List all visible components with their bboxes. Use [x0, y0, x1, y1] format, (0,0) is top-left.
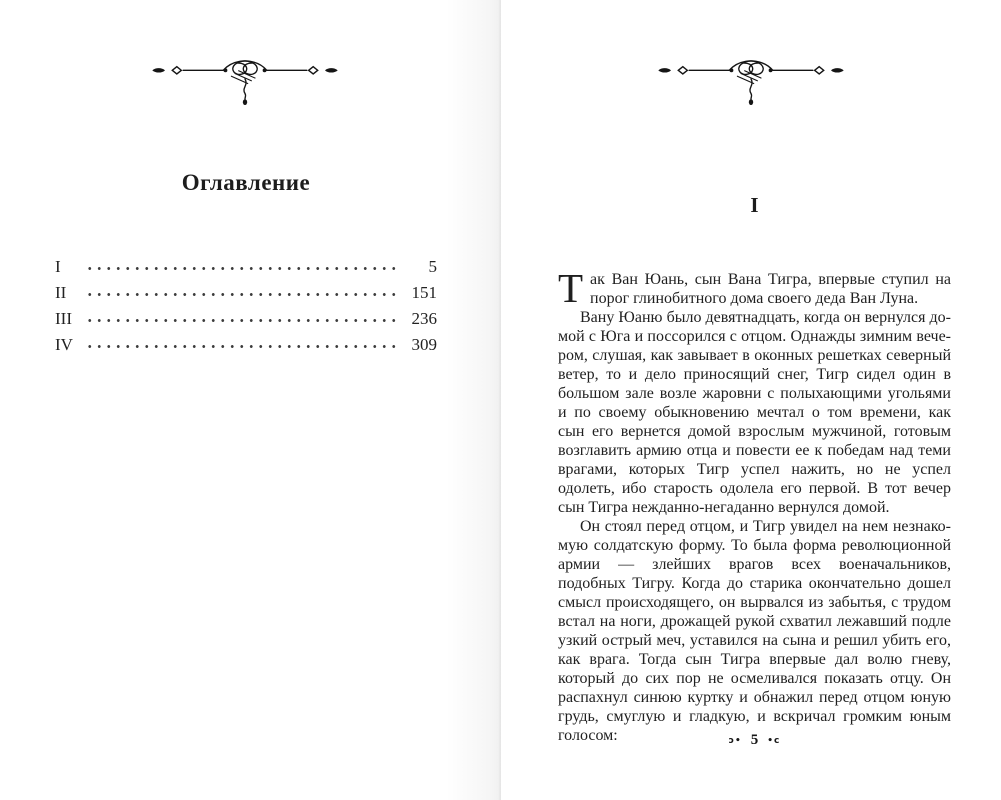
toc-entry-label: III	[55, 309, 72, 328]
drop-cap: Т	[558, 265, 584, 311]
page-right	[501, 0, 1001, 800]
toc-entry-label: IV	[55, 335, 73, 354]
toc-entry-label: II	[55, 283, 67, 302]
paragraph-2: Вану Юаню было девятнадцать, когда он вернулся домой с Юга и поссорился с отцом. Однажды зимним вечером, слушая, как завывает в оконных решетках северный ветер, то и дело приносящий снег, Тигр сидел один в большом зале возле жаровни с полыхающими угольями и по своему обыкновению мечтал о том времени, как сын его вернется домой взрослым мужчиной, готовым возглавить армию отца и повести ее к победам над теми врагами, которых Тигр успел нажить, но не успел одолеть, ибо старость одолела его первой. В тот вечер сын Тигра нежданно-негаданно вернулся домой.	[558, 309, 951, 516]
toc-dot-leader	[85, 266, 401, 271]
toc-entry-1[interactable]	[55, 251, 437, 277]
toc-title: Оглавление	[181, 170, 311, 195]
paragraph-text: ак Ван Юань, сын Вана Тигра, впервые ступил на порог глинобитного дома своего деда Ван Луна.	[590, 271, 951, 307]
toc-entry-4[interactable]	[55, 329, 437, 355]
toc-entry-3[interactable]	[55, 303, 437, 329]
footer-ornament-left-icon: ɔ•	[728, 735, 742, 746]
toc-dot-leader	[85, 344, 401, 349]
paragraph-3: Он стоял перед отцом, и Тигр увидел на нем незнакомую солдатскую форму. То была форма революционной армии — злейших врагов всех военачальников, подобных Тигру. Когда до старика окончательно дошел смысл происходящего, он вырвался из забытья, с трудом встал на ноги, дрожащей рукой схватил лежавший подле узкий острый меч, уставился на сына и решил убить его, как врага. Тогда сын Тигра впервые дал волю гневу, который до сих пор не осмеливался показать отцу. Он распахнул синюю куртку и обнажил перед отцом юную грудь, смуглую и гладкую, и вскричал громким юным голосом:	[558, 518, 951, 744]
page-left	[0, 0, 500, 800]
toc-entry-label: I	[55, 257, 61, 276]
page-number: 5	[750, 732, 759, 748]
paragraph-1	[558, 265, 951, 311]
toc-dot-leader	[85, 292, 401, 297]
toc-entry-page: 309	[411, 335, 437, 354]
chapter-heading: I	[750, 193, 759, 217]
toc-entry-page: 236	[411, 309, 437, 328]
toc-entry-page: 5	[428, 257, 437, 276]
footer-ornament-right-icon: •c	[767, 735, 781, 746]
toc-entry-page: 151	[411, 283, 437, 302]
chapter-body	[558, 265, 951, 745]
toc-dot-leader	[85, 318, 401, 323]
divider-flourish-icon	[45, 56, 445, 111]
divider-flourish-icon	[551, 56, 951, 111]
toc-entry-2[interactable]	[55, 277, 437, 303]
table-of-contents	[55, 251, 437, 355]
page-footer	[558, 732, 951, 749]
